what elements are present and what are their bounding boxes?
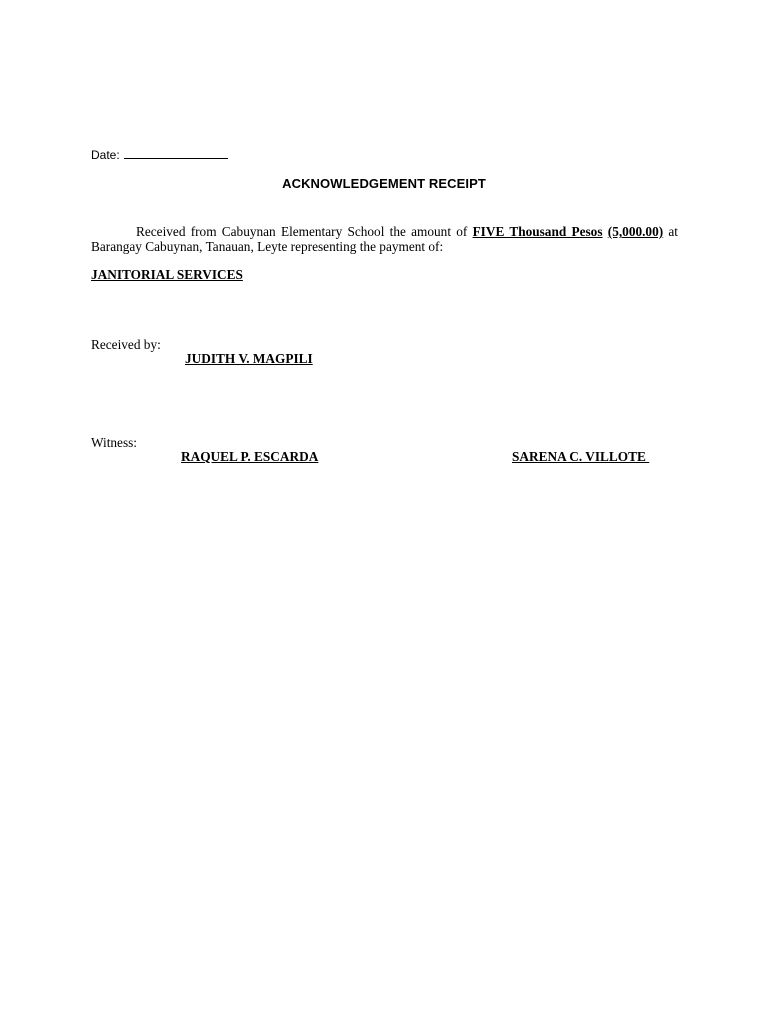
received-by-label: Received by: [91, 337, 161, 352]
witness-name-1: RAQUEL P. ESCARDA [181, 449, 319, 464]
witness-label: Witness: [91, 435, 138, 450]
date-blank-line [124, 146, 228, 159]
witness-name-2: SARENA C. VILLOTE [512, 449, 650, 464]
paragraph-text-intro: Received from Cabuynan Elementary School the amount of [136, 224, 473, 239]
date-line [91, 146, 228, 163]
receipt-paragraph [91, 225, 678, 254]
paragraph-text-location: at Barangay Cabuynan, Tanauan, Leyte representing the payment of: [91, 224, 679, 254]
amount-in-words: FIVE Thousand Pesos [472, 224, 603, 239]
document-title: ACKNOWLEDGEMENT RECEIPT [282, 176, 486, 191]
receiver-name: JUDITH V. MAGPILI [185, 351, 313, 366]
service-description: JANITORIAL SERVICES [91, 267, 243, 282]
date-label: Date: [91, 148, 120, 162]
amount-in-figures: (5,000.00) [607, 224, 664, 239]
